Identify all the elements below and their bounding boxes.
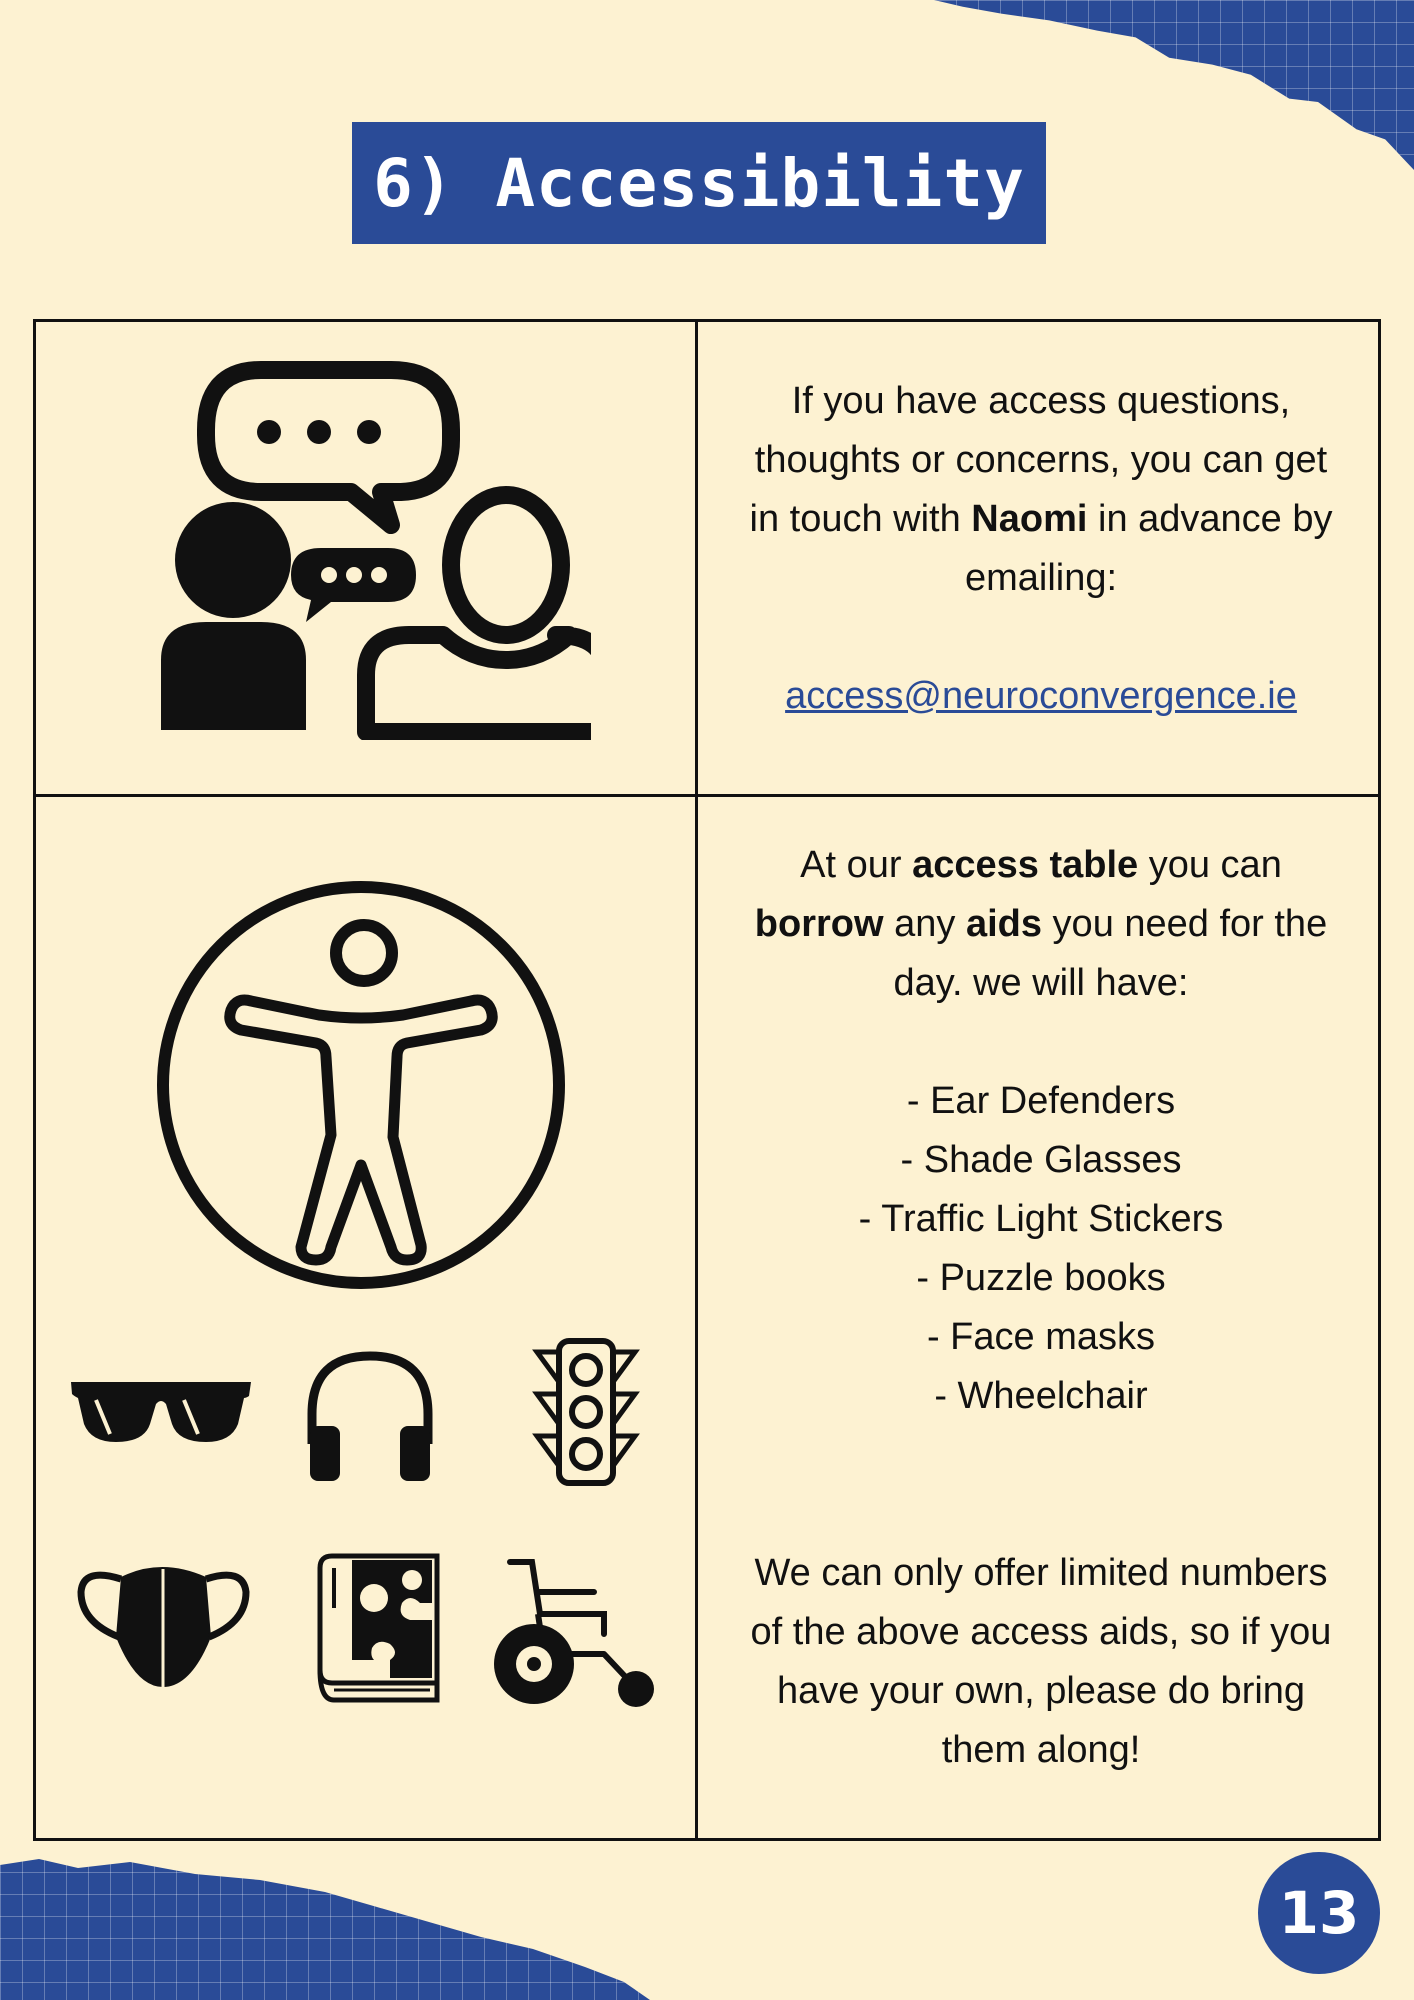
contact-name: Naomi [971, 498, 1088, 540]
access-line-2 [698, 895, 1384, 954]
note-line-1: We can only offer limited numbers [754, 1552, 1328, 1594]
access-line-3: day. we will have: [893, 962, 1189, 1004]
list-item: - Shade Glasses [900, 1139, 1182, 1181]
access-line-1-post: you can [1138, 844, 1282, 886]
face-mask-icon [71, 1547, 256, 1697]
access-line-2-post: you need for the [1042, 903, 1328, 945]
access-line-1-pre: At our [800, 844, 913, 886]
page-number-badge [1258, 1852, 1380, 1974]
people-talking-icon [151, 360, 591, 740]
page-number: 13 [1278, 1879, 1360, 1947]
spacer [698, 608, 1384, 667]
contact-line-3-post: in advance by [1087, 498, 1333, 540]
table-divider-horizontal [36, 794, 1378, 797]
page-title: 6) Accessibility [373, 144, 1025, 222]
contact-info [698, 372, 1384, 726]
traffic-light-icon [531, 1337, 641, 1487]
access-table-emphasis: access table [912, 844, 1139, 886]
contact-line-1: If you have access questions, [791, 380, 1291, 422]
note-line-2: of the above access aids, so if you [750, 1611, 1332, 1653]
accessibility-table [33, 319, 1381, 1841]
borrow-emphasis: borrow [754, 903, 884, 945]
puzzle-book-icon [312, 1548, 444, 1708]
access-line-1 [698, 836, 1384, 895]
spacer [698, 1426, 1384, 1544]
spacer [698, 1013, 1384, 1072]
note-line-4: them along! [941, 1729, 1141, 1771]
email-link[interactable]: access@neuroconvergence.ie [785, 675, 1297, 717]
access-table-info [698, 836, 1384, 1780]
list-item: - Puzzle books [916, 1257, 1166, 1299]
page-title-banner [352, 122, 1046, 244]
accessibility-person-icon [151, 875, 571, 1295]
list-item: - Face masks [926, 1316, 1156, 1358]
access-line-2-mid: any [883, 903, 966, 945]
contact-line-3-pre: in touch with [749, 498, 972, 540]
headphones-icon [300, 1344, 440, 1486]
wheelchair-icon [484, 1554, 659, 1714]
decorative-corner-bottom-left [0, 1850, 650, 2000]
contact-line-2: thoughts or concerns, you can get [754, 439, 1328, 481]
aids-emphasis: aids [965, 903, 1042, 945]
list-item: - Wheelchair [934, 1375, 1148, 1417]
sunglasses-icon [66, 1374, 256, 1454]
contact-line-3 [698, 490, 1384, 549]
contact-line-4: emailing: [964, 557, 1118, 599]
note-line-3: have your own, please do bring [776, 1670, 1306, 1712]
list-item: - Traffic Light Stickers [858, 1198, 1224, 1240]
list-item: - Ear Defenders [906, 1080, 1176, 1122]
